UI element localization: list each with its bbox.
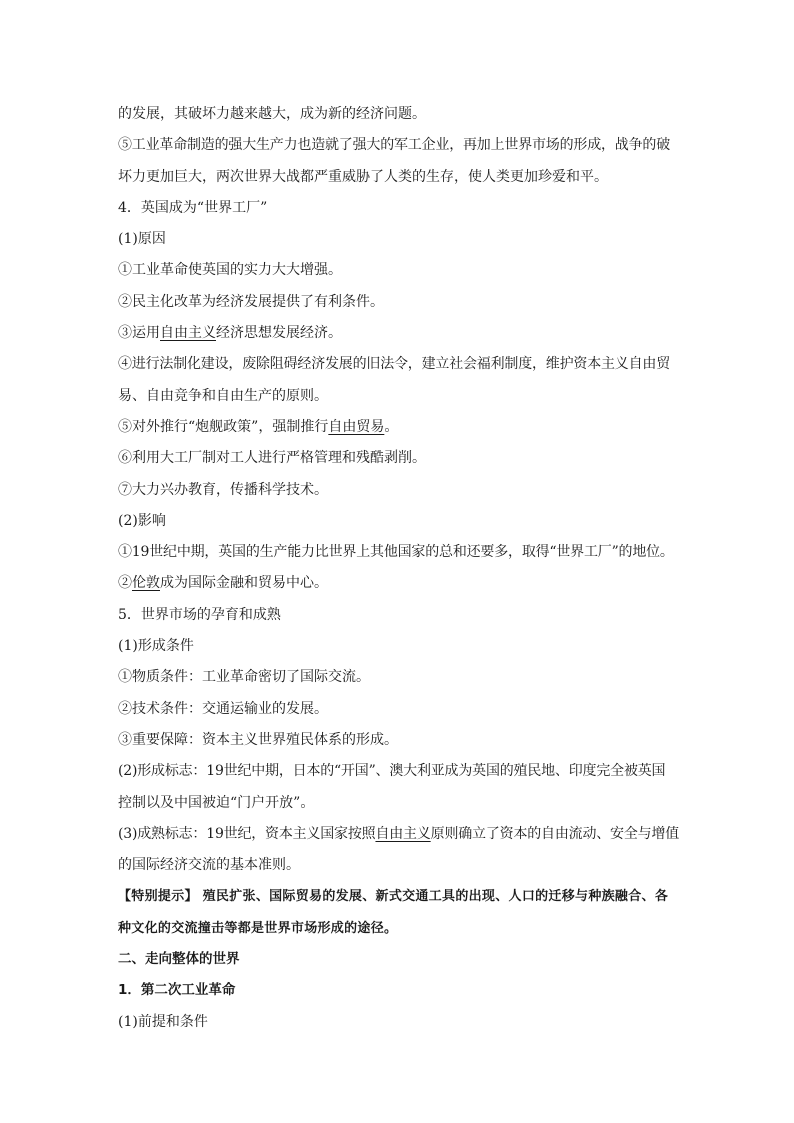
text-line: 坏力更加巨大，两次世界大战都严重威胁了人类的生存，使人类更加珍爱和平。: [118, 168, 608, 185]
underlined-term: 自由主义: [375, 825, 431, 842]
section-heading: 4．英国成为“世界工厂”: [118, 199, 268, 216]
text-line: [118, 412, 690, 443]
section-heading: 5．世界市场的孕育和成熟: [118, 606, 281, 623]
subsection-heading: (1)形成条件: [118, 638, 194, 655]
text-line: [118, 819, 690, 850]
underlined-term: 自由主义: [160, 325, 216, 342]
text-line: ⑤工业革命制造的强大生产力也造就了强大的军工企业，再加上世界市场的形成，战争的破: [118, 137, 670, 154]
text-segment: (3)成熟标志：19世纪，资本主义国家按照: [118, 825, 376, 842]
special-tip: 种文化的交流撞击等都是世界市场形成的途径。: [118, 920, 398, 936]
text-segment: ⑤对外推行“炮舰政策”，强制推行: [118, 418, 329, 435]
text-segment: 。: [384, 418, 399, 435]
text-segment: ②: [118, 575, 132, 592]
text-line: ①工业革命使英国的实力大大增强。: [118, 262, 342, 279]
text-line: ①物质条件：工业革命密切了国际交流。: [118, 669, 370, 686]
text-segment: 原则确立了资本的自由流动、安全与增值: [430, 825, 680, 842]
text-line: 的发展，其破坏力越来越大，成为新的经济问题。: [118, 106, 426, 122]
text-line: [118, 568, 690, 599]
special-tip: 【特别提示】 殖民扩张、国际贸易的发展、新式交通工具的出现、人口的迁移与种族融合、各: [118, 889, 669, 905]
text-line: ⑥利用大工厂制对工人进行严格管理和残酷剥削。: [118, 450, 426, 467]
underlined-term: 伦敦: [132, 575, 160, 592]
text-line: 控制以及中国被迫“门户开放”。: [118, 794, 315, 811]
text-segment: 成为国际金融和贸易中心。: [160, 575, 328, 592]
subsection-heading: (1)前提和条件: [118, 1013, 208, 1030]
text-line: [118, 318, 690, 349]
chapter-heading: 二、走向整体的世界: [118, 951, 240, 968]
document-page: [118, 99, 690, 1038]
text-line: ⑦大力兴办教育，传播科学技术。: [118, 481, 328, 498]
underlined-term: 自由贸易: [328, 418, 385, 435]
section-heading: 1．第二次工业革命: [118, 982, 236, 999]
text-line: ③重要保障：资本主义世界殖民体系的形成。: [118, 731, 398, 748]
text-segment: 经济思想发展经济。: [216, 325, 342, 342]
subsection-heading: (2)影响: [118, 512, 166, 529]
text-line: ④进行法制化建设，废除阻碍经济发展的旧法令，建立社会福利制度，维护资本主义自由贸: [118, 356, 670, 373]
text-line: ②民主化改革为经济发展提供了有利条件。: [118, 293, 384, 310]
text-line: ②技术条件：交通运输业的发展。: [118, 700, 328, 717]
subsection-heading: (1)原因: [118, 231, 166, 248]
text-line: (2)形成标志：19世纪中期，日本的“开国”、澳大利亚成为英国的殖民地、印度完全被英国: [118, 763, 666, 780]
text-line: 的国际经济交流的基本准则。: [118, 857, 300, 874]
text-line: ①19世纪中期，英国的生产能力比世界上其他国家的总和还要多，取得“世界工厂”的地位。: [118, 544, 674, 561]
text-segment: ③运用: [118, 325, 160, 342]
text-line: 易、自由竞争和自由生产的原则。: [118, 387, 328, 404]
